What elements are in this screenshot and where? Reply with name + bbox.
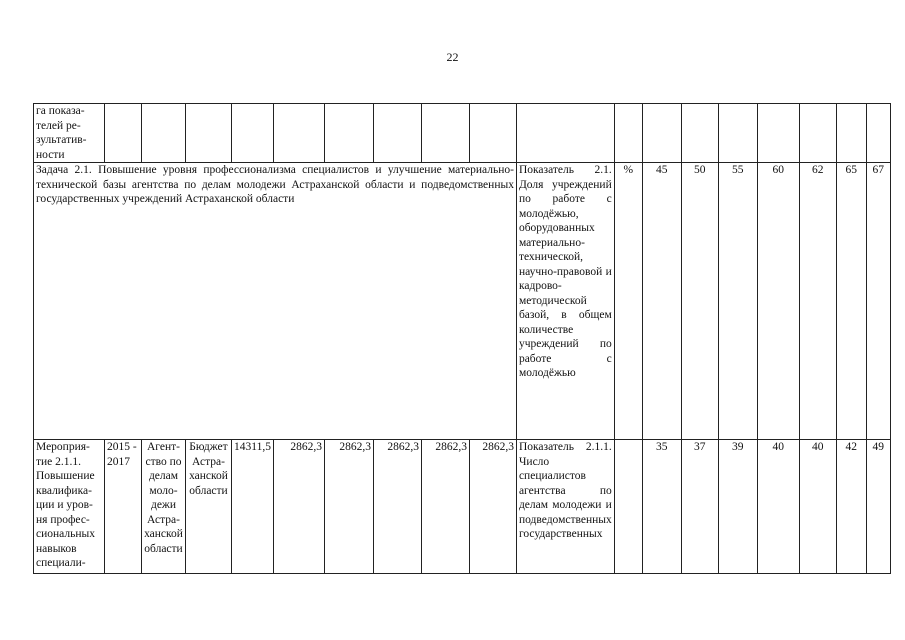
empty-cell <box>232 104 274 163</box>
table-row-event <box>34 440 891 574</box>
empty-cell <box>642 104 681 163</box>
event-indicator-cell: Показатель 2.1.1. Число специалистов агентства по делам молодежи и подведомственных государственных <box>516 440 614 574</box>
empty-cell <box>836 104 866 163</box>
event-value-cell: 35 <box>642 440 681 574</box>
page-number: 22 <box>446 50 459 64</box>
task-value-cell: 45 <box>642 163 681 440</box>
event-amount-cell: 2862,3 <box>469 440 516 574</box>
task-value-cell: 67 <box>866 163 890 440</box>
task-title-cell: Задача 2.1. Повышение уровня профессионализма специалистов и улучшение материально-технической базы агентства по делам молодежи Астраханской области и подведомственных государственных учреждений Астраханской области <box>34 163 517 440</box>
empty-cell <box>757 104 799 163</box>
empty-cell <box>799 104 836 163</box>
task-value-cell: 60 <box>757 163 799 440</box>
task-value-cell: 55 <box>718 163 757 440</box>
event-amount-cell: 2862,3 <box>324 440 373 574</box>
event-period-cell: 2015 - 2017 <box>105 440 142 574</box>
table-row-continuation <box>34 104 891 163</box>
empty-cell <box>614 104 642 163</box>
empty-cell <box>142 104 186 163</box>
task-indicator-cell: Показатель 2.1. Доля учреждений по работе с молодёжью, оборудованных материально-технической, научно-правовой и кадрово-методической базой, в общем количестве учреждений по работе с молодёжью <box>516 163 614 440</box>
event-value-cell: 39 <box>718 440 757 574</box>
event-source-cell: Бюджет Астра- ханской области <box>186 440 232 574</box>
task-value-cell: 50 <box>681 163 718 440</box>
task-value-cell: 62 <box>799 163 836 440</box>
event-unit-cell <box>614 440 642 574</box>
continuation-name-cell: га показа- телей ре- зультатив- ности <box>34 104 105 163</box>
empty-cell <box>421 104 469 163</box>
empty-cell <box>516 104 614 163</box>
event-value-cell: 49 <box>866 440 890 574</box>
event-value-cell: 40 <box>799 440 836 574</box>
empty-cell <box>324 104 373 163</box>
event-amount-cell: 2862,3 <box>373 440 421 574</box>
empty-cell <box>273 104 324 163</box>
empty-cell <box>186 104 232 163</box>
event-value-cell: 37 <box>681 440 718 574</box>
event-name-cell: Мероприя- тие 2.1.1. Повышение квалифика- ции и уров- ня профес- сиональных навыков специали- <box>34 440 105 574</box>
event-value-cell: 42 <box>836 440 866 574</box>
task-value-cell: 65 <box>836 163 866 440</box>
event-amount-cell: 2862,3 <box>421 440 469 574</box>
event-value-cell: 40 <box>757 440 799 574</box>
event-total-cell: 14311,5 <box>232 440 274 574</box>
event-amount-cell: 2862,3 <box>273 440 324 574</box>
empty-cell <box>105 104 142 163</box>
empty-cell <box>373 104 421 163</box>
event-executor-cell: Агент- ство по делам моло- дежи Астра- ханской области <box>142 440 186 574</box>
table-row-task <box>34 163 891 440</box>
empty-cell <box>866 104 890 163</box>
empty-cell <box>681 104 718 163</box>
task-unit-cell: % <box>614 163 642 440</box>
program-table <box>33 103 891 574</box>
empty-cell <box>469 104 516 163</box>
empty-cell <box>718 104 757 163</box>
